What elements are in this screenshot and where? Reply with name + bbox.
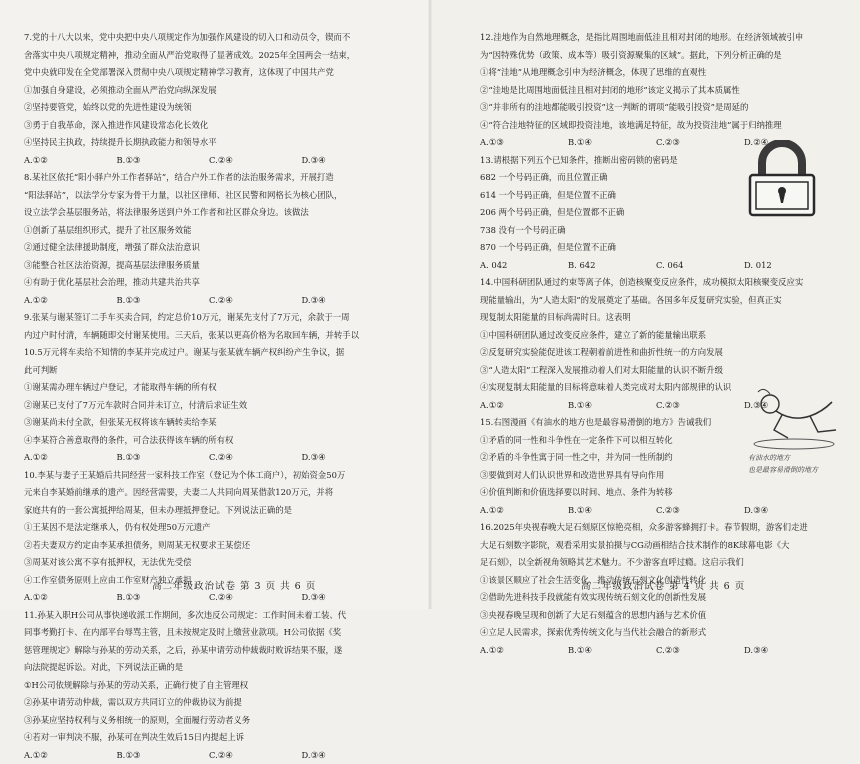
cartoon-leg xyxy=(810,416,836,432)
cartoon-caption xyxy=(748,452,858,476)
question-block xyxy=(24,309,394,467)
question-stem-line: 682 一个号码正确，而且位置正确 xyxy=(480,169,832,187)
answer-option[interactable]: C.②④ xyxy=(209,589,302,607)
question-stem-line: 14.中国科研团队通过约束等离子体，创造核聚变反应条件，成功模拟太阳核聚变反应实 xyxy=(480,274,832,292)
answer-option[interactable]: D.③④ xyxy=(302,449,395,467)
statement-item: ③要做到对人们认识世界和改造世界具有导向作用 xyxy=(480,467,832,485)
answer-option[interactable]: D. 012 xyxy=(744,257,832,275)
answer-option[interactable]: D.②④ xyxy=(744,134,832,152)
question-stem-line: 12.洼地作为自然地理概念，是指比周围地面低洼且相对封闭的地形。在经济领域被引申 xyxy=(480,29,832,47)
question-block xyxy=(24,29,394,169)
statement-item: ④立足人民需求，探索优秀传统文化与当代社会融合的新形式 xyxy=(480,624,832,642)
statement-item: ③能整合社区法治资源，提高基层法律服务质量 xyxy=(24,257,394,275)
question-stem-line: 16.2025年央视春晚大足石刻原区惊艳亮相，众多游客蜂拥打卡。春节假期，游客们走进 xyxy=(480,519,832,537)
answer-option[interactable]: A.①② xyxy=(24,589,117,607)
question-stem-line: 614 一个号码正确，但是位置不正确 xyxy=(480,187,832,205)
question-stem-line: 15.右图漫画《有油水的地方也是最容易滑倒的地方》告诫我们 xyxy=(480,414,832,432)
question-stem-line: 内过户时付清，车辆随即交付谢某使用。三天后，张某以更高价格为名取回车辆，并转手以 xyxy=(24,327,394,345)
page-4 xyxy=(430,0,860,609)
answer-options xyxy=(480,642,832,660)
page-4-footer: 高二年级政治试卷 第 4 页 共 6 页 xyxy=(581,578,745,596)
statement-item: ④坚持民主执政，持续提升长期执政能力和领导水平 xyxy=(24,134,394,152)
padlock-figure xyxy=(740,140,824,220)
right-question-column xyxy=(480,29,832,659)
question-stem-line: 206 两个号码正确，但是位置都不正确 xyxy=(480,204,832,222)
page-gutter xyxy=(428,0,432,609)
question-stem-line: 10.5万元将车卖给不知情的李某并完成过户。谢某与张某就车辆产权纠纷产生争议，据 xyxy=(24,344,394,362)
question-stem-line: 向法院提起诉讼。对此，下列说法正确的是 xyxy=(24,659,394,677)
caption-line-1: 有油水的地方 xyxy=(748,452,858,464)
answer-option[interactable]: B.①③ xyxy=(117,747,210,764)
question-stem-line: 9.张某与谢某签订二手车买卖合同，约定总价10万元，谢某先支付了7万元，余款于一周 xyxy=(24,309,394,327)
answer-option[interactable]: D.③④ xyxy=(302,152,395,170)
statement-item: ①创新了基层组织形式，提升了社区服务效能 xyxy=(24,222,394,240)
answer-option[interactable]: A.①③ xyxy=(480,134,568,152)
keyhole-icon xyxy=(778,187,786,195)
oil-slick xyxy=(754,439,834,449)
answer-option[interactable]: A.①② xyxy=(480,642,568,660)
statement-item: ①将“洼地”从地理概念引申为经济概念，体现了思维的直观性 xyxy=(480,64,832,82)
statement-item: ②孙某申请劳动仲裁，需以双方共同订立的仲裁协议为前提 xyxy=(24,694,394,712)
answer-option[interactable]: B.①③ xyxy=(117,589,210,607)
answer-option[interactable]: A.①② xyxy=(24,152,117,170)
statement-item: ①该景区顺应了社会生活变化，推动传统石刻文化创造性转化 xyxy=(480,572,832,590)
question-block xyxy=(24,169,394,309)
cartoon-figure xyxy=(748,382,844,452)
question-stem-line: 大足石刻数字影院，观看采用实景拍摄与CG动画相结合技术制作的8K球幕电影《大 xyxy=(480,537,832,555)
question-stem-line: 8.某社区依托“阳小驿户外工作者驿站”，结合户外工作者的法治服务需求，开展打造 xyxy=(24,169,394,187)
question-stem-line: 11.孙某入职H公司从事快递收派工作期间，多次违反公司规定：工作时间未着工装、代 xyxy=(24,607,394,625)
statement-item: ②谢某已支付了7万元车款时合同并未订立，付清后求证生效 xyxy=(24,397,394,415)
statement-item: ②矛盾的斗争性寓于同一性之中，并为同一性所制约 xyxy=(480,449,832,467)
question-stem-line: 10.李某与妻子王某婚后共同经营一家科技工作室（登记为个体工商户），初始资金50万 xyxy=(24,467,394,485)
answer-option[interactable]: A.①② xyxy=(24,449,117,467)
statement-item: ①谢某需办理车辆过户登记，才能取得车辆的所有权 xyxy=(24,379,394,397)
statement-item: ①加强自身建设，必须推动全面从严治党向纵深发展 xyxy=(24,82,394,100)
statement-item: ③谢某尚未付全款，但张某无权将该车辆转卖给李某 xyxy=(24,414,394,432)
answer-option[interactable]: C. 064 xyxy=(656,257,744,275)
question-stem-line: 惩管理规定》解除与孙某的劳动关系，之后，孙某申请劳动仲裁裁时败诉结果不服，遂 xyxy=(24,642,394,660)
question-stem-line: 7.党的十八大以来，党中央把中央八项规定作为加强作风建设的切入口和动员令，锲而不 xyxy=(24,29,394,47)
answer-options xyxy=(480,502,832,520)
page-3-footer: 高二年级政治试卷 第 3 页 共 6 页 xyxy=(152,578,316,596)
question-stem-line: 此可判断 xyxy=(24,362,394,380)
question-stem-line: 738 没有一个号码正确 xyxy=(480,222,832,240)
question-stem-line: 设立法学会基层服务站，将法律服务送到户外工作者和社区群众身边。该做法 xyxy=(24,204,394,222)
statement-item: ③勇于自我革命，深入推进作风建设常态化长效化 xyxy=(24,117,394,135)
statement-item: ①王某因不是法定继承人，仍有权处理50万元遗产 xyxy=(24,519,394,537)
answer-option[interactable]: C.②④ xyxy=(209,747,302,764)
caption-line-2: 也是最容易滑倒的地方 xyxy=(748,464,858,476)
question-stem-line: “阳法驿站”，以法学分专家为骨干力量，以社区律师、社区民警和网格长为核心团队， xyxy=(24,187,394,205)
answer-option[interactable]: B.①④ xyxy=(568,642,656,660)
answer-option[interactable]: B.①③ xyxy=(117,292,210,310)
answer-option[interactable]: D.③④ xyxy=(302,747,395,764)
padlock-shackle xyxy=(762,143,802,175)
question-stem-line: 元来自李某婚前继承的遗产。因经营需要，夫妻二人共同向周某借款120万元，并将 xyxy=(24,484,394,502)
cartoon-head xyxy=(761,395,779,413)
statement-item: ③“并非所有的洼地都能吸引投资”这一判断的谓项“能吸引投资”是周延的 xyxy=(480,99,832,117)
answer-options xyxy=(24,747,394,764)
statement-item: ③周某对该公寓不享有抵押权，无法优先受偿 xyxy=(24,554,394,572)
answer-option[interactable]: B.①③ xyxy=(117,152,210,170)
question-stem-line: 同事考勤打卡、在内部平台辱骂主管，且未按规定及时上缴营业款项。H公司依据《奖 xyxy=(24,624,394,642)
answer-option[interactable]: A.①② xyxy=(24,747,117,764)
answer-option[interactable]: D.③④ xyxy=(302,589,395,607)
answer-option[interactable]: B. 642 xyxy=(568,257,656,275)
statement-item: ④工作室债务原则上应由工作室财产独立承担 xyxy=(24,572,394,590)
answer-option[interactable]: D.③④ xyxy=(744,502,832,520)
answer-option[interactable]: C.②④ xyxy=(209,152,302,170)
cartoon-arm xyxy=(774,415,788,438)
question-stem-line: 足石刻》，以全新视角领略其艺术魅力。不少游客直呼过瘾。这启示我们 xyxy=(480,554,832,572)
answer-options xyxy=(24,152,394,170)
answer-option[interactable]: C.②③ xyxy=(656,397,744,415)
answer-option[interactable]: D.③④ xyxy=(744,642,832,660)
answer-option[interactable]: C.②③ xyxy=(656,134,744,152)
answer-option[interactable]: A.①② xyxy=(480,397,568,415)
answer-option[interactable]: A.①② xyxy=(480,502,568,520)
statement-item: ③央视春晚呈现和创新了大足石刻蕴含的思想内涵与艺术价值 xyxy=(480,607,832,625)
statement-item: ④“符合洼地特征的区域即投资洼地，该地满足特征，故为投资洼地”属于归纳推理 xyxy=(480,117,832,135)
statement-item: ②通过健全法律援助制度，增强了群众法治意识 xyxy=(24,239,394,257)
statement-item: ②若夫妻双方约定由李某承担债务，则周某无权要求王某偿还 xyxy=(24,537,394,555)
left-question-column xyxy=(24,29,394,764)
answer-options xyxy=(24,292,394,310)
answer-option[interactable]: A. 042 xyxy=(480,257,568,275)
statement-item: ①H公司依规解除与孙某的劳动关系，正确行使了自主管理权 xyxy=(24,677,394,695)
statement-item: ①中国科研团队通过改变反应条件，建立了新的能量输出联系 xyxy=(480,327,832,345)
question-stem-line: 为“因特殊优势（政策、成本等）吸引资源聚集的区域”。据此，下列分析正确的是 xyxy=(480,47,832,65)
statement-item: ②反复研究实验能促进该工程朝着前进性和曲折性统一的方向发展 xyxy=(480,344,832,362)
question-stem-line: 现复制太阳能量的目标尚需时日。这表明 xyxy=(480,309,832,327)
statement-item: ②坚持要管党，始终以党的先进性建设为统领 xyxy=(24,99,394,117)
answer-option[interactable]: D.③④ xyxy=(744,397,832,415)
statement-item: ③“人造太阳”工程深入发展推动着人们对太阳能量的认识不断升级 xyxy=(480,362,832,380)
answer-option[interactable]: D.③④ xyxy=(302,292,395,310)
question-stem-line: 党中央就印发在全党部署深入贯彻中央八项规定精神学习教育，这体现了中国共产党 xyxy=(24,64,394,82)
answer-options xyxy=(480,257,832,275)
statement-item: ①矛盾的同一性和斗争性在一定条件下可以相互转化 xyxy=(480,432,832,450)
question-block xyxy=(24,607,394,764)
page-3 xyxy=(0,0,430,609)
cartoon-body xyxy=(776,402,832,418)
answer-option[interactable]: C.②④ xyxy=(209,292,302,310)
cartoon-hair xyxy=(758,389,770,394)
statement-item: ④李某符合善意取得的条件，可合法获得该车辆的所有权 xyxy=(24,432,394,450)
question-stem-line: 870 一个号码正确，但是位置不正确 xyxy=(480,239,832,257)
statement-item: ②借助先进科技手段就能有效实现传统石刻文化的创新性发展 xyxy=(480,589,832,607)
statement-item: ④若对一审判决不服，孙某可在判决生效后15日内提起上诉 xyxy=(24,729,394,747)
answer-option[interactable]: B.①④ xyxy=(568,134,656,152)
statement-item: ②“洼地是比周围地面低洼且相对封闭的地形”该定义揭示了其本质属性 xyxy=(480,82,832,100)
answer-option[interactable]: B.①③ xyxy=(117,449,210,467)
question-stem-line: 现能量输出，为“人造太阳”的发展奠定了基础。各国多年反复研究实验，但真正实 xyxy=(480,292,832,310)
answer-option[interactable]: B.①④ xyxy=(568,397,656,415)
answer-options xyxy=(24,449,394,467)
question-block xyxy=(480,29,832,152)
answer-option[interactable]: C.②③ xyxy=(656,502,744,520)
answer-option[interactable]: B.①④ xyxy=(568,502,656,520)
statement-item: ④实现复制太阳能量的目标将意味着人类完成对太阳内部规律的认识 xyxy=(480,379,832,397)
answer-option[interactable]: C.②④ xyxy=(209,449,302,467)
statement-item: ④有助于优化基层社会治理，推动共建共治共享 xyxy=(24,274,394,292)
statement-item: ④价值判断和价值选择要以时间、地点、条件为转移 xyxy=(480,484,832,502)
question-stem-line: 家庭共有的一套公寓抵押给周某，但未办理抵押登记。下列说法正确的是 xyxy=(24,502,394,520)
answer-option[interactable]: A.①② xyxy=(24,292,117,310)
question-stem-line: 13.请根据下列五个已知条件，推断出密码锁的密码是 xyxy=(480,152,832,170)
question-stem-line: 舍落实中央八项规定精神，推动全面从严治党取得了显著成效。2025年全国两会一结束， xyxy=(24,47,394,65)
answer-option[interactable]: C.②③ xyxy=(656,642,744,660)
statement-item: ③孙某应坚持权利与义务相统一的原则，全面履行劳动者义务 xyxy=(24,712,394,730)
